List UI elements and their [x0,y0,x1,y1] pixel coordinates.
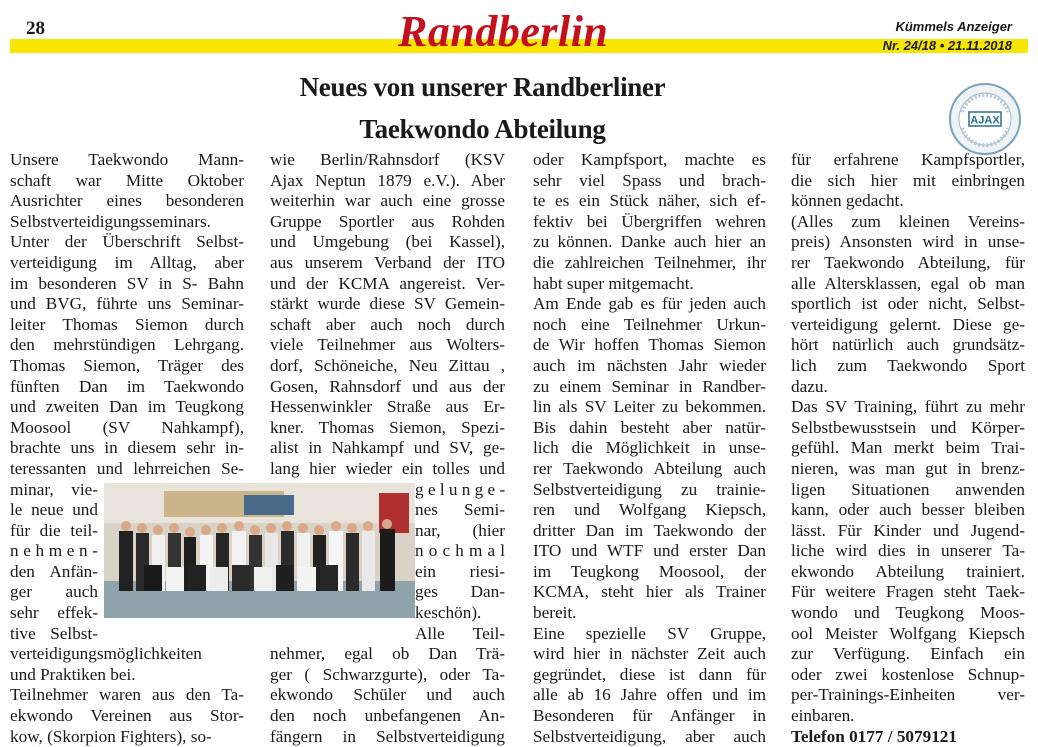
article-line: nieren, was man gut in brenz- [791,458,1025,478]
article-line: ool Meister Wolfgang Kiepsch [791,623,1025,643]
article-line: liche wird dies in unserer Ta- [791,541,1025,561]
article-line: g e l u n g e - [415,479,505,499]
article-line: verteidigung gelernt. Diese ge- [791,314,1025,334]
article-line: keschön). [415,603,482,623]
article-line: und Umgebung (bei Kassel), [270,232,505,252]
article-line: alle Altersklassen, egal ob man [791,273,1025,293]
article-line: lässt. Für Kinder und Jugend- [791,520,1025,540]
article-line: lang hier wieder ein tolles und [270,458,505,478]
article-line: Gosen, Rahnsdorf und aus der [270,376,505,396]
article-line: nar, (hier [415,520,505,540]
section-title: Randberlin [398,7,609,56]
article-line: die sich hier mit einbringen [791,170,1025,190]
headline-line-2: Taekwondo Abteilung [359,114,606,144]
article-line: dritter Dan im Taekwondo der [533,520,766,540]
article-line: Thomas Siemon, Träger des [10,355,244,375]
article-line: wondo und Teugkong Moos- [791,603,1025,623]
article-line: leiter Thomas Siemon durch [10,314,244,334]
article-line: preis) Ansonsten wird in unse- [791,232,1025,252]
article-line: fektiv bei Übergriffen wehren [533,211,766,231]
article-line: zu können. Danke auch hier an [533,232,766,252]
article-line: te es ein Stück näher, sich ef- [533,191,766,211]
group-photo [104,483,415,618]
article-line: le neue und [10,500,98,520]
article-line: und der KCMA angereist. Ver- [270,273,505,293]
article-line: schaft aber auch noch durch [270,314,505,334]
article-line: hört natürlich auch grundsätz- [791,335,1025,355]
article-line: ren und Wolfgang Kiepsch, [533,500,766,520]
article-line: stärkt wurde diese SV Gemein- [270,294,505,314]
page-number: 28 [26,18,45,39]
article-line: Unter der Überschrift Selbst- [10,232,244,252]
article-line: die zahlreichen Teilnehmer, ihr [533,252,766,272]
article-line: habt super mitgemacht. [533,273,694,293]
article-line: wie Berlin/Rahnsdorf (KSV [270,150,505,169]
article-line: Ajax Neptun 1879 e.V.). Aber [270,170,505,190]
article-column-3 [533,150,766,747]
article-line: Alle Teil- [415,623,505,643]
article-line: verteidigungsmöglichkeiten [10,644,202,664]
article-line: auch im nächsten Jahr wieder [533,355,766,375]
article-line: und Praktiken bei. [10,664,136,684]
article-line: Besonderen für Anfänger in [533,706,766,726]
article-line: ger ( Schwarzgurte), oder Ta- [270,664,505,684]
article-line: lich zum Taekwondo Sport [791,355,1025,375]
article-line: fünften Dan im Taekwondo [10,376,244,396]
article-column-4 [791,150,1025,747]
article-column-2 [270,150,505,747]
logo-text: AJAX [970,114,1000,127]
article-line: den Anfän- [10,561,98,581]
article-line: Selbstbewusstsein und Körper- [791,417,1025,437]
article-line: lich die Möglichkeit in unse- [533,438,766,458]
article-line: für die teil- [10,520,98,540]
article-line: zu einem Seminar in Randber- [533,376,766,396]
article-line: alist in Nahkampf und SV, ge- [270,438,505,458]
article-line: tive Selbst- [10,623,98,643]
article-line: ges Dan- [415,582,505,602]
article-line: ger auch [10,582,98,602]
article-line: nehmer, egal ob Dan Trä- [270,644,505,664]
article-line: einbaren. [791,706,855,726]
article-line: oder zwei kostenlose Schnup- [791,664,1025,684]
article-line: können gedacht. [791,191,904,211]
article-line: schaft war Mitte Oktober [10,170,244,190]
article-line: ekwondo Vereinen aus Stor- [10,706,244,726]
article-line: (Alles zum kleinen Vereins- [791,211,1025,231]
article-line: alle ab 16 Jahre offen und im [533,685,766,705]
article-line: oder Kampfsport, machte es [533,150,766,169]
article-line: dazu. [791,376,828,396]
article-line: ekwondo Schüler und auch [270,685,505,705]
article-line: im besonderen SV in S- Bahn [10,273,244,293]
article-line: den noch unbefangenen An- [270,706,505,726]
article-line: dorf, Schöneiche, Neu Zittau , [270,355,505,375]
article-line: Für weitere Fragen steht Taek- [791,582,1025,602]
article-line: Moosool (SV Nahkampf), [10,417,244,437]
article-line: per-Trainings-Einheiten ver- [791,685,1025,705]
article-line: aus unserem Verband der ITO [270,252,505,272]
article-line: de Wir hoffen Thomas Siemon [533,335,766,355]
article-line: verteidigung im Alltag, aber [10,252,244,272]
article-line: sehr viel Spass und brach- [533,170,766,190]
article-line: ITO und WTF und erster Dan [533,541,766,561]
article-line: Selbstverteidigung, aber auch [533,726,766,746]
article-line: rer Taekwondo Abteilung auch [533,458,766,478]
article-line: minar, vie- [10,479,98,499]
article-line: den mehrstündigen Lehrgang. [10,335,244,355]
article-line: gegründet, diese ist dann für [533,664,766,684]
article-line: zur Verfügung. Einfach ein [791,644,1025,664]
article-line: gefühl. Man merkt beim Trai- [791,438,1025,458]
article-line: kner. Thomas Siemon, Spezi- [270,417,505,437]
article-line: für erfahrene Kampfsportler, [791,150,1025,169]
article-line: wird hier in nächster Zeit auch [533,644,766,664]
telefon-line: Telefon 0177 / 5079121 [791,726,957,746]
article-line: n o c h m a l [415,541,505,561]
article-line: Das SV Training, führt zu mehr [791,397,1025,417]
headline-line-1: Neues von unserer Randberliner [299,72,666,102]
article-line: n e h m e n - [10,541,98,561]
article-line: nes Semi- [415,500,505,520]
article-line: brachte uns in diesem sehr in- [10,438,244,458]
article-line: ein riesi- [415,561,505,581]
article-line: ligen Situationen anwenden [791,479,1025,499]
club-logo [948,82,1022,156]
article-line: Hessenwinkler Straße aus Er- [270,397,505,417]
article-line: ekwondo Abteilung trainiert. [791,561,1025,581]
article-line: weiterhin war auch eine grosse [270,191,505,211]
article-line: kann, oder auch besser bleiben [791,500,1025,520]
article-line: Bis dahin besteht aber natür- [533,417,766,437]
publication-name: Kümmels Anzeiger [895,19,1012,34]
article-line: Unsere Taekwondo Mann- [10,150,244,169]
article-line: teressanten und lehrreichen Se- [10,458,244,478]
article-line: Am Ende gab es für jeden auch [533,294,766,314]
article-line: Gruppe Sportler aus Rohden [270,211,505,231]
article-column-1 [10,150,244,747]
article-line: sportlich ist oder nicht, Selbst- [791,294,1025,314]
article-line: rer Taekwondo Abteilung, für [791,252,1025,272]
article-line: und BVG, führte uns Seminar- [10,294,244,314]
article-line: Eine spezielle SV Gruppe, [533,623,766,643]
article-line: viele Teilnehmer aus Wolters- [270,335,505,355]
issue-info: Nr. 24/18 • 21.11.2018 [882,38,1012,53]
article-line: noch eine Teilnehmer Urkun- [533,314,766,334]
article-line: lin als SV Leiter zu bekommen. [533,397,766,417]
article-line: und zweiten Dan im Teugkong [10,397,244,417]
article-line: Selbstverteidigung zu trainie- [533,479,766,499]
article-line: Teilnehmer waren aus den Ta- [10,685,244,705]
article-line: bereit. [533,603,577,623]
article-line: Ausrichter eines besonderen [10,191,244,211]
article-line: fängern in Selbstverteidigung [270,726,505,746]
people-front-row [144,565,338,591]
article-line: KCMA, steht hier als Trainer [533,582,766,602]
article-line: im Teugkong Moosool, der [533,561,766,581]
article-line: sehr effek- [10,603,98,623]
article-line: kow, (Skorpion Fighters), so- [10,726,212,746]
article-line: Selbstverteidigungsseminars. [10,211,211,231]
